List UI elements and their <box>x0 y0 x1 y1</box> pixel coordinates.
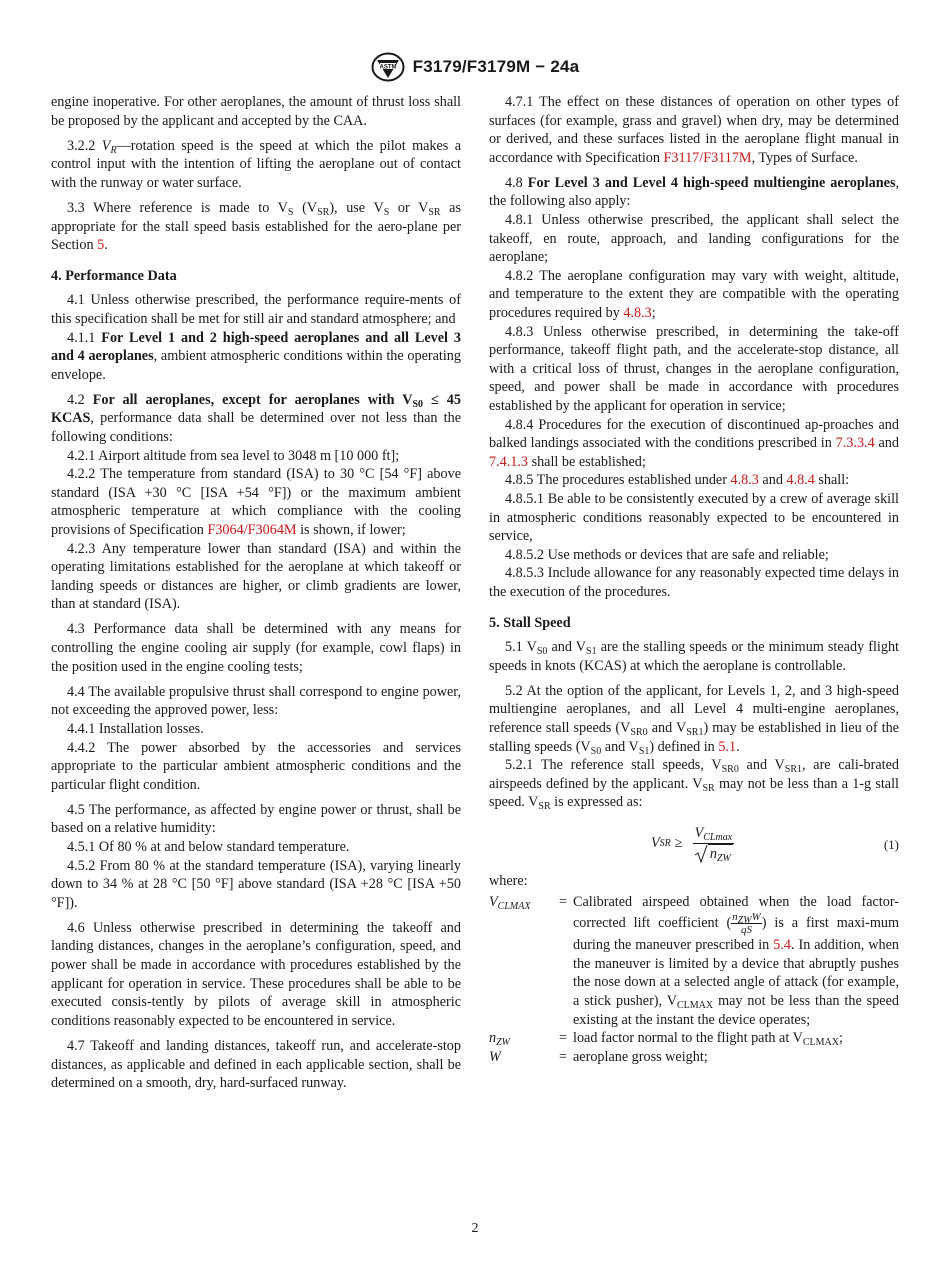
equation-body: V SR ≥ $\frac{V_{CLmax}}{n_{ZW}}$ <box>651 824 733 864</box>
paragraph-4-2-1: 4.2.1 Airport altitude from sea level to 3048 m [10 000 ft]; <box>67 447 400 464</box>
paragraph-4-2: 4.2 For all aeroplanes, except for aeroplanes with $V_{S0} \le 45$ KCAS, performance data shall be determined over not less than the following conditions: <box>51 391 461 445</box>
standard-designation: F3179/F3179M − 24a <box>412 57 580 76</box>
paragraph-4-4-1: 4.4.1 Installation losses. <box>67 720 204 737</box>
paragraph-continued: engine inoperative. For other aeroplanes, the amount of thrust loss shall be proposed by the applicant and accepted by the CAA. <box>51 94 461 129</box>
paragraph-4-8-2: 4.8.2 The aeroplane configuration may vary with weight, altitude, and temperature to the extent they are compatible with the operating procedures required by 4.8.3; <box>489 267 899 322</box>
left-column <box>51 93 461 1093</box>
paragraph-4-6: 4.6 Unless otherwise prescribed in determining the takeoff and landing distances, changes in the aeroplane’s configuration, speed, and power shall be made in accordance with procedures established by the applicant for operation in service. These procedures shall be able to be executed consis-tently by pilots of average skill in atmospheric conditions reasonably expected to be encountered in service. <box>51 919 461 1029</box>
link-4-8-3[interactable]: 4.8.3 <box>623 305 652 322</box>
equation-1 <box>489 820 899 866</box>
heading-performance-data: 4. Performance Data <box>51 267 177 284</box>
paragraph-4-7-1: 4.7.1 The effect on these distances of operation on other types of surfaces (for example, grass and gravel) when dry, may be determined or derived, and these surfaces listed in the aeroplane flight manual in accordance with Specification F3117/F3117M, Types of Surface. <box>489 94 899 166</box>
paragraph-4-8-3: 4.8.3 Unless otherwise prescribed, in determining the take-off performance, takeoff flight path, and the accelerate-stop distance, all with a critical loss of thrust, changes in the aeroplane configuration, speed, and power shall be made in accordance with procedures established by the applicant for operation in service; <box>489 323 899 414</box>
paragraph-4-4-2: 4.4.2 The power absorbed by the accessories and services appropriate to the particular ambient atmospheric conditions and the particular flight condition. <box>51 739 461 793</box>
paragraph-4-8-5-2: 4.8.5.2 Use methods or devices that are safe and reliable; <box>505 546 829 563</box>
link-f3117[interactable]: F3117/F3117M <box>663 149 752 166</box>
paragraph-4-8-5-3: 4.8.5.3 Include allowance for any reasonably expected time delays in the execution of the procedures. <box>489 565 899 600</box>
definition-w: W = aeroplane gross weight; <box>489 1048 708 1065</box>
link-7-3-3-4[interactable]: 7.3.3.4 <box>835 435 875 452</box>
paragraph-4-1-1: 4.1.1 For Level 1 and 2 high-speed aeroplanes and all Level 3 and 4 aeroplanes, ambient atmospheric conditions within the operating envelope. <box>51 329 462 383</box>
link-section-5[interactable]: 5 <box>97 237 105 254</box>
sqrt-icon <box>694 844 708 864</box>
link-5-1[interactable]: 5.1 <box>718 738 737 755</box>
paragraph-5-2-1: 5.2.1 The reference stall speeds, $V_{SR0}$ and $V_{SR1}$, are cali-brated airspeeds defined by the applicant. $V_{SR}$ may not be less than a 1-g stall speed. $V_{SR}$ is expressed as: <box>489 757 899 813</box>
definition-nzw: $n_{ZW}$ = load factor normal to the flight path at $V_{CLMAX}$; <box>489 1030 843 1049</box>
page-number: 2 <box>471 1221 479 1236</box>
paragraph-4-5: 4.5 The performance, as affected by engine power or thrust, shall be based on a relative humidity: <box>51 801 461 837</box>
paragraph-3-2-2: 3.2.2 $V_R—rotation$ speed is the speed at which the pilot makes a control input with the intention of lifting the aeroplane out of contact with the runway or water surface. <box>51 137 462 191</box>
link-7-4-1-3[interactable]: 7.4.1.3 <box>489 453 529 470</box>
astm-logo-icon <box>371 52 405 82</box>
right-column <box>489 93 899 1066</box>
paragraph-4-5-1: 4.5.1 Of 80 % at and below standard temperature. <box>67 838 350 855</box>
where-label: where: <box>489 872 528 889</box>
paragraph-5-2: 5.2 At the option of the applicant, for Levels 1, 2, and 3 high-speed multiengine aeroplanes, and all Level 4 multi-engine aeroplanes, reference stall speeds ($V_{SR0}$ and $V_{SR1}$) may be established in lieu of the stalling speeds ($V_{S0}$ and $V_{S1}$) defined in 5.1. <box>489 682 899 757</box>
heading-stall-speed: 5. Stall Speed <box>489 614 571 631</box>
paragraph-4-8-1: 4.8.1 Unless otherwise prescribed, the applicant shall select the takeoff, en route, approach, and landing configurations for the aeroplane; <box>489 212 899 266</box>
paragraph-4-5-2: 4.5.2 From 80 % at the standard temperature (ISA), varying linearly down to 34 % at 28 °C [50 °F] above standard (ISA +28 °C [ISA +50 °F]). <box>51 857 461 911</box>
equation-number: (1) <box>883 836 899 852</box>
paragraph-4-8-5-1: 4.8.5.1 Be able to be consistently executed by a crew of average skill in atmospheric conditions reasonably expected to be encountered in service, <box>489 490 899 545</box>
equation-fraction: $\frac{V_{CLmax}}{n_{ZW}}$ <box>694 824 733 864</box>
paragraph-4-8-4: 4.8.4 Procedures for the execution of discontinued ap-proaches and balked landings associated with the conditions prescribed in 7.3.3.4 and 7.4.1.3 shall be established; <box>489 416 899 470</box>
definition-vclmax: $V_{CLMAX}$ = Calibrated airspeed obtained when the load factor-corrected lift coefficient ( $\frac{n_{ZW}W}{qS}$ ) is a first maxi-mum during the maneuver prescribed in 5.4. In addition, when the maneuver is limited by a device that abruptly pushes the nose down at a selected angle of attack (for example, a stick pusher), $V_{CLMAX}$ may not be less than the speed existing at the instant the device operates; <box>489 893 899 1028</box>
link-f3064[interactable]: F3064/F3064M <box>207 521 297 538</box>
paragraph-4-7: 4.7 Takeoff and landing distances, takeoff run, and accelerate-stop distances, as applicable and defined in each applicable section, shall be determined on a smooth, dry, hard-surfaced runway. <box>51 1037 461 1092</box>
paragraph-3-3: 3.3 Where reference is made to $V_S$ $(V_{SR})$, use $V_S$ or $V_{SR}$ as appropriate for the stall speed basis established for the aero-plane per Section 5. <box>51 199 461 254</box>
lift-coefficient-fraction: $\frac{n_{ZW}W}{qS}$ <box>732 911 761 937</box>
svg-text:ASTM: ASTM <box>379 64 397 71</box>
paragraph-4-3: 4.3 Performance data shall be determined with any means for controlling the engine cooling air supply (for example, cowl flaps) in the position used in the engine cooling tests; <box>51 621 461 675</box>
paragraph-4-8-5: 4.8.5 The procedures established under 4.8.3 and 4.8.4 shall: <box>505 472 850 489</box>
paragraph-4-4: 4.4 The available propulsive thrust shall correspond to engine power, not exceeding the approved power, less: <box>51 683 461 719</box>
paragraph-4-2-3: 4.2.3 Any temperature lower than standard (ISA) and within the operating limitations established for the aeroplane at which takeoff or landing speeds or distances are higher, or climb gradients are lower, than at standard (ISA). <box>51 540 461 613</box>
link-4-8-3[interactable]: 4.8.3 <box>730 472 759 489</box>
link-4-8-4[interactable]: 4.8.4 <box>786 472 815 489</box>
paragraph-4-8: 4.8 For Level 3 and Level 4 high-speed multiengine aeroplanes, the following also apply: <box>489 174 900 210</box>
paragraph-4-2-2: 4.2.2 The temperature from standard (ISA) to 30 °C [54 °F] above standard (ISA +30 °C [ISA +54 °F]) or the maximum ambient atmospheric temperature at which compliance with the cooling provisions of Specification F3064/F3064M is shown, if lower; <box>51 466 461 538</box>
variable-definitions <box>489 893 899 1067</box>
paragraph-4-1: 4.1 Unless otherwise prescribed, the performance require-ments of this specification shall be met for still air and standard atmosphere; and <box>51 292 461 327</box>
paragraph-5-1: 5.1 $V_{S0}$ and $V_{S1}$ are the stalling speeds or the minimum steady flight speeds in knots (KCAS) at which the aeroplane is controllable. <box>489 639 899 674</box>
link-5-4[interactable]: 5.4 <box>773 937 791 954</box>
page-header <box>0 52 950 82</box>
